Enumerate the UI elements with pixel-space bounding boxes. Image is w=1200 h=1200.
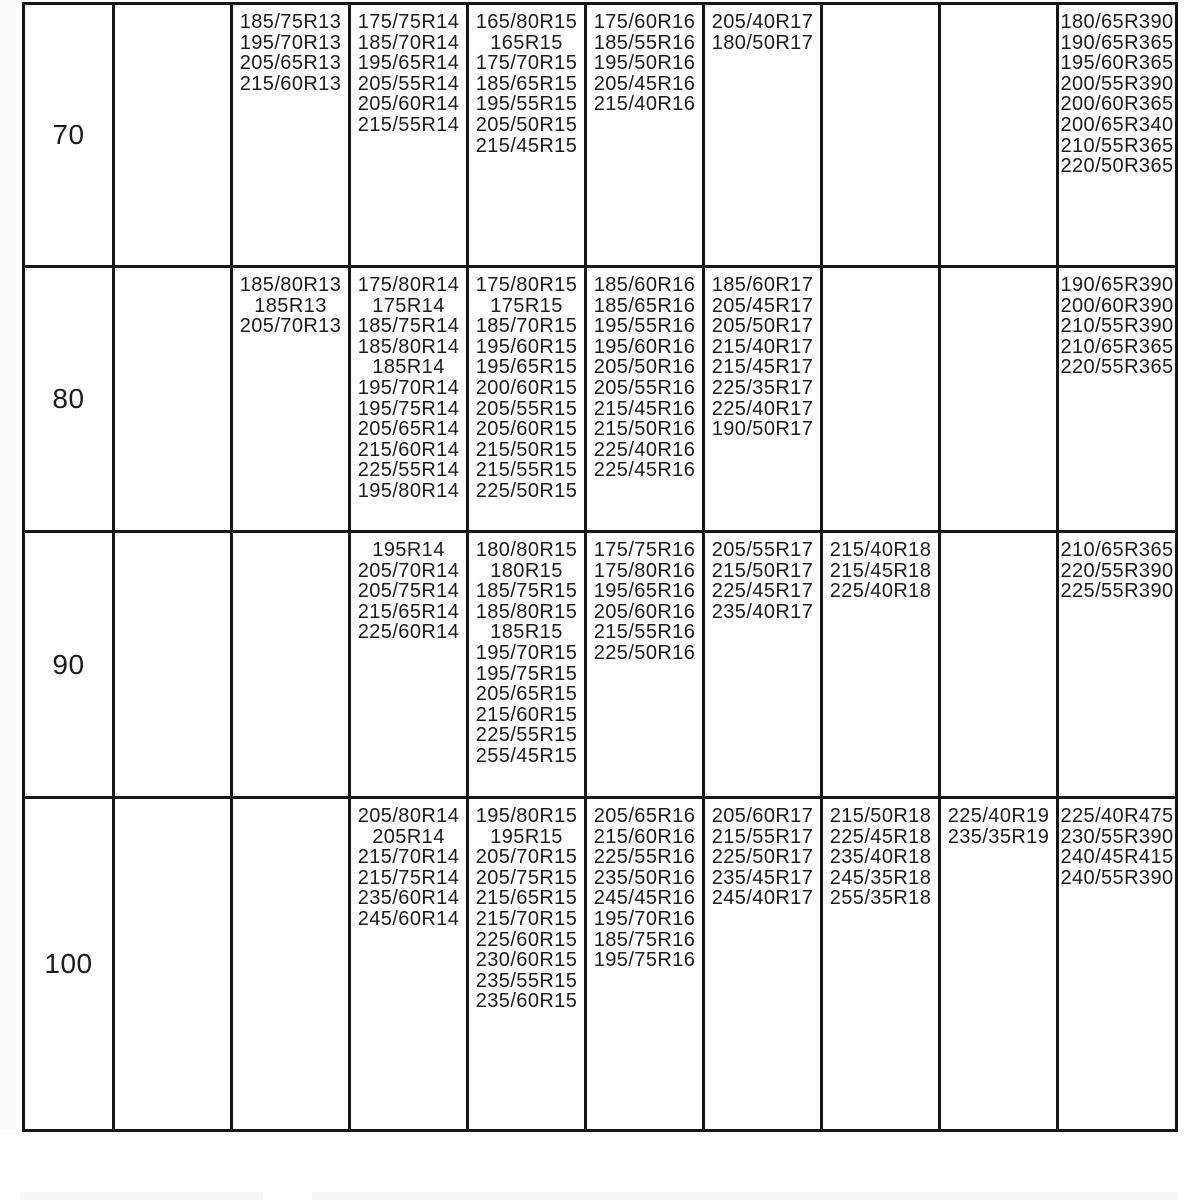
tire-size: 245/35R18 [829, 866, 932, 889]
tire-size: 205/65R15 [475, 683, 578, 706]
tire-size: 245/40R17 [711, 887, 814, 910]
page-left-margin-strip [0, 0, 16, 1130]
tire-size: 195/65R14 [357, 52, 460, 75]
tire-size: 225/55R15 [475, 724, 578, 747]
tire-size: 240/55R390 [1060, 866, 1174, 889]
tire-size: 205/65R13 [239, 52, 342, 75]
tire-size: 195/80R15 [475, 805, 578, 827]
tire-size: 185R15 [490, 621, 563, 644]
tire-size: 215/60R14 [357, 438, 460, 461]
tire-size-cell [822, 798, 940, 1131]
table-row [24, 4, 1177, 267]
tire-size-cell [350, 532, 468, 798]
tire-size: 215/50R17 [711, 559, 814, 582]
tire-size-cell [468, 267, 586, 532]
tire-size: 185/65R16 [593, 294, 696, 317]
tire-size: 225/60R14 [357, 621, 460, 644]
tire-size: 215/45R15 [475, 134, 578, 157]
tire-size: 215/70R14 [357, 846, 460, 869]
tire-size: 215/55R15 [475, 459, 578, 482]
tire-size: 235/35R19 [947, 825, 1050, 848]
tire-size-cell [704, 267, 822, 532]
tire-size: 235/40R18 [829, 846, 932, 869]
tire-size: 185/75R13 [239, 11, 342, 33]
tire-size: 195/70R15 [475, 641, 578, 664]
tire-size: 205/65R16 [593, 805, 696, 827]
tire-size: 245/45R16 [593, 887, 696, 910]
row-header-index: 90 [24, 532, 114, 798]
tire-size: 185/75R15 [475, 580, 578, 603]
tire-size: 185/65R15 [475, 72, 578, 95]
tire-size: 180/65R390 [1060, 11, 1174, 33]
tire-size: 240/45R415 [1060, 846, 1174, 869]
tire-size-cell [586, 798, 704, 1131]
tire-size: 215/55R17 [711, 825, 814, 848]
cutoff-content-bar-right [312, 1192, 1178, 1200]
tire-size: 215/40R16 [593, 93, 696, 116]
tire-size: 185/80R13 [239, 274, 342, 296]
tire-size-cell [114, 267, 232, 532]
tire-size: 195/60R365 [1060, 52, 1174, 75]
tire-size: 205/60R16 [593, 600, 696, 623]
table-row [24, 532, 1177, 798]
tire-size: 185/75R16 [593, 928, 696, 951]
tire-size: 205/55R17 [711, 539, 814, 561]
tire-size: 195/55R16 [593, 315, 696, 338]
tire-size: 225/50R15 [475, 479, 578, 502]
tire-size: 225/45R17 [711, 580, 814, 603]
tire-size: 215/45R16 [593, 397, 696, 420]
tire-size: 175/80R15 [475, 274, 578, 296]
tire-size: 235/55R15 [475, 969, 578, 992]
tire-size: 205/45R17 [711, 294, 814, 317]
tire-size: 215/55R14 [357, 113, 460, 136]
tire-size: 225/50R17 [711, 846, 814, 869]
tire-size: 205/40R17 [711, 11, 814, 33]
tire-size: 255/35R18 [829, 887, 932, 910]
tire-size: 185/55R16 [593, 31, 696, 54]
tire-size: 195/80R14 [357, 479, 460, 502]
tire-size: 215/70R15 [475, 907, 578, 930]
tire-size: 205/75R14 [357, 580, 460, 603]
tire-size: 175/80R14 [357, 274, 460, 296]
tire-size: 195/70R13 [239, 31, 342, 54]
tire-size: 255/45R15 [475, 744, 578, 767]
tire-size-cell [350, 798, 468, 1131]
tire-size-cell [468, 798, 586, 1131]
tire-size: 185/75R14 [357, 315, 460, 338]
tire-size: 225/45R18 [829, 825, 932, 848]
tire-size-cell [468, 4, 586, 267]
tire-size-cell [940, 4, 1058, 267]
tire-size: 205/50R15 [475, 113, 578, 136]
tire-size: 225/45R16 [593, 459, 696, 482]
tire-size-cell [704, 532, 822, 798]
tire-size: 195/65R15 [475, 356, 578, 379]
tire-size-cell [232, 798, 350, 1131]
tire-size: 195/70R16 [593, 907, 696, 930]
row-header-index: 70 [24, 4, 114, 267]
tire-size-cell [1058, 532, 1177, 798]
tire-size: 180/50R17 [711, 31, 814, 54]
tire-size: 200/55R390 [1060, 72, 1174, 95]
tire-size: 225/50R16 [593, 641, 696, 664]
tire-size: 215/50R16 [593, 418, 696, 441]
tire-size: 180/80R15 [475, 539, 578, 561]
tire-size: 225/40R16 [593, 438, 696, 461]
tire-size: 205/75R15 [475, 866, 578, 889]
tire-size: 210/55R365 [1060, 134, 1174, 157]
tire-size: 225/60R15 [475, 928, 578, 951]
tire-size: 225/40R19 [947, 805, 1050, 827]
tire-size: 185/60R16 [593, 274, 696, 296]
tire-size-table-body [24, 4, 1177, 1131]
tire-size: 175/70R15 [475, 52, 578, 75]
tire-size: 195/70R14 [357, 376, 460, 399]
tire-size: 165/80R15 [475, 11, 578, 33]
tire-size: 210/65R365 [1060, 539, 1174, 561]
tire-size-cell [704, 4, 822, 267]
tire-size: 215/45R18 [829, 559, 932, 582]
tire-size-cell [114, 798, 232, 1131]
tire-size: 215/75R14 [357, 866, 460, 889]
tire-size: 200/60R365 [1060, 93, 1174, 116]
tire-size: 200/65R340 [1060, 113, 1174, 136]
tire-size-cell [940, 798, 1058, 1131]
tire-size: 210/55R390 [1060, 315, 1174, 338]
tire-size: 225/40R475 [1060, 805, 1174, 827]
tire-size: 205/70R14 [357, 559, 460, 582]
tire-size: 215/60R16 [593, 825, 696, 848]
tire-size: 205/55R16 [593, 376, 696, 399]
tire-size: 215/60R13 [239, 72, 342, 95]
tire-size-cell [1058, 798, 1177, 1131]
tire-size: 195R15 [490, 825, 563, 848]
tire-size: 210/65R365 [1060, 335, 1174, 358]
tire-size: 205/50R16 [593, 356, 696, 379]
tire-size: 205/60R14 [357, 93, 460, 116]
tire-size: 185/70R14 [357, 31, 460, 54]
tire-size-table [22, 2, 1178, 1132]
tire-size-cell [940, 532, 1058, 798]
tire-size: 205/80R14 [357, 805, 460, 827]
tire-size-cell [232, 532, 350, 798]
tire-size-cell [350, 267, 468, 532]
tire-size: 230/60R15 [475, 949, 578, 972]
tire-size: 175/75R14 [357, 11, 460, 33]
tire-size-cell [232, 4, 350, 267]
table-row [24, 267, 1177, 532]
tire-size: 205/60R15 [475, 418, 578, 441]
tire-size-cell [822, 532, 940, 798]
tire-size: 225/40R18 [829, 580, 932, 603]
tire-size-cell [468, 532, 586, 798]
tire-size: 195/75R14 [357, 397, 460, 420]
tire-size-cell [704, 798, 822, 1131]
tire-size: 175/80R16 [593, 559, 696, 582]
tire-size: 195/50R16 [593, 52, 696, 75]
tire-size: 235/60R14 [357, 887, 460, 910]
tire-size: 185R13 [254, 294, 327, 317]
row-header-index: 100 [24, 798, 114, 1131]
tire-size: 215/40R18 [829, 539, 932, 561]
tire-size: 175R14 [372, 294, 445, 317]
tire-size: 230/55R390 [1060, 825, 1174, 848]
cutoff-content-bar-left [20, 1192, 263, 1200]
tire-size-cell [822, 4, 940, 267]
tire-size: 175R15 [490, 294, 563, 317]
tire-size: 195/60R16 [593, 335, 696, 358]
tire-size: 185/80R15 [475, 600, 578, 623]
tire-size: 190/50R17 [711, 418, 814, 441]
tire-size: 205/65R14 [357, 418, 460, 441]
tire-size: 225/55R14 [357, 459, 460, 482]
tire-size: 195/75R15 [475, 662, 578, 685]
tire-size: 195R14 [372, 539, 445, 561]
tire-size: 220/50R365 [1060, 155, 1174, 178]
tire-size-cell [232, 267, 350, 532]
tire-size: 175/60R16 [593, 11, 696, 33]
tire-size: 205/55R15 [475, 397, 578, 420]
tire-size: 185/80R14 [357, 335, 460, 358]
tire-size-cell [1058, 267, 1177, 532]
tire-size-cell [114, 532, 232, 798]
tire-size: 205/70R13 [239, 315, 342, 338]
tire-size: 195/75R16 [593, 949, 696, 972]
tire-size: 235/40R17 [711, 600, 814, 623]
tire-size: 215/40R17 [711, 335, 814, 358]
tire-size: 185/70R15 [475, 315, 578, 338]
tire-size-cell [586, 4, 704, 267]
tire-size-cell [114, 4, 232, 267]
row-header-index: 80 [24, 267, 114, 532]
tire-size: 180R15 [490, 559, 563, 582]
tire-size: 190/65R365 [1060, 31, 1174, 54]
table-row [24, 798, 1177, 1131]
tire-size: 245/60R14 [357, 907, 460, 930]
tire-size: 215/65R14 [357, 600, 460, 623]
tire-size: 205/50R17 [711, 315, 814, 338]
tire-size: 215/65R15 [475, 887, 578, 910]
tire-size: 190/65R390 [1060, 274, 1174, 296]
tire-size-cell [1058, 4, 1177, 267]
tire-size: 220/55R365 [1060, 356, 1174, 379]
tire-size: 235/45R17 [711, 866, 814, 889]
tire-size: 225/55R16 [593, 846, 696, 869]
tire-size: 235/50R16 [593, 866, 696, 889]
tire-size-cell [586, 532, 704, 798]
tire-size: 195/65R16 [593, 580, 696, 603]
tire-size: 175/75R16 [593, 539, 696, 561]
tire-size: 220/55R390 [1060, 559, 1174, 582]
tire-size-cell [350, 4, 468, 267]
tire-size-cell [586, 267, 704, 532]
tire-size: 185R14 [372, 356, 445, 379]
tire-size: 205R14 [372, 825, 445, 848]
tire-size: 205/70R15 [475, 846, 578, 869]
tire-size: 185/60R17 [711, 274, 814, 296]
tire-size: 215/50R18 [829, 805, 932, 827]
tire-size: 205/60R17 [711, 805, 814, 827]
tire-size: 195/55R15 [475, 93, 578, 116]
tire-size: 195/60R15 [475, 335, 578, 358]
tire-size: 215/45R17 [711, 356, 814, 379]
tire-size-cell [940, 267, 1058, 532]
tire-size: 215/55R16 [593, 621, 696, 644]
tire-size: 200/60R390 [1060, 294, 1174, 317]
tire-size: 215/50R15 [475, 438, 578, 461]
tire-size: 215/60R15 [475, 703, 578, 726]
tire-size: 235/60R15 [475, 990, 578, 1013]
tire-size-cell [822, 267, 940, 532]
tire-size: 225/35R17 [711, 376, 814, 399]
tire-size: 165R15 [490, 31, 563, 54]
tire-size: 225/55R390 [1060, 580, 1174, 603]
tire-size: 200/60R15 [475, 376, 578, 399]
tire-size: 205/45R16 [593, 72, 696, 95]
tire-size: 225/40R17 [711, 397, 814, 420]
tire-size: 205/55R14 [357, 72, 460, 95]
